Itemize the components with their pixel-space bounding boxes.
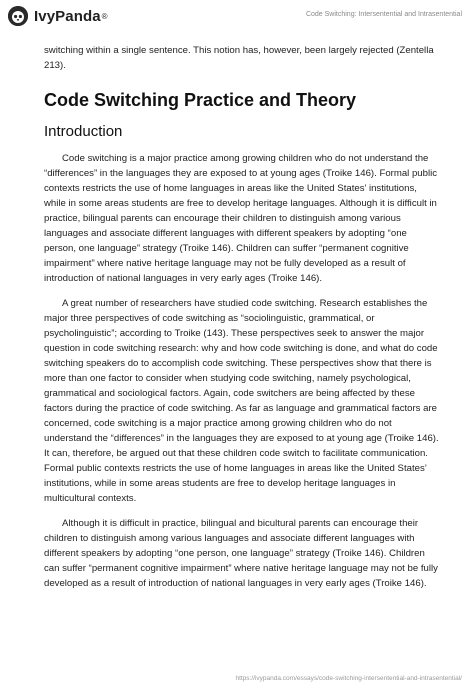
- panda-icon: [8, 6, 28, 26]
- source-url[interactable]: https://ivypanda.com/essays/code-switching-intersentential-and-intrasentential/: [235, 675, 462, 682]
- logo-text: IvyPanda: [34, 7, 101, 25]
- subsection-heading: Introduction: [44, 123, 123, 140]
- section-heading: Code Switching Practice and Theory: [44, 90, 357, 110]
- paragraph-3: Although it is difficult in practice, bilingual and bicultural parents can encourage their children to distinguish among various languages and associate different languages with different speakers by adopting “one person, one language” strategy (Troike 146). Children can suffer “permanent cognitive impairment” where native heritage language may not be fully developed as a result of introduction of national languages in very early ages (Troike 146).: [44, 518, 438, 589]
- logo-registered-mark: ®: [101, 11, 108, 21]
- lead-paragraph: switching within a single sentence. This notion has, however, been largely rejected (Zentella 213).: [44, 45, 434, 71]
- essay-content: [44, 43, 440, 591]
- ivypanda-logo[interactable]: [8, 6, 108, 26]
- document-title: Code Switching: Intersentential and Intrasentential: [305, 11, 462, 18]
- paragraph-1: Code switching is a major practice among growing children who do not understand the “differences” in the languages they are exposed to at young ages (Troike 146). Formal public contexts restricts the use of home languages in areas like the United States’ institutions, while in some areas students are free to develop heritage languages. Although it is difficult in practice, bilingual parents can encourage their children to distinguish among various languages and associate different languages with different speakers by adopting “one person, one language” strategy (Troike 146). Children can suffer “permanent cognitive impairment” where native heritage language may not be fully developed as a result of introduction of national languages in very early ages (Troike 146).: [44, 153, 438, 284]
- paragraph-2: A great number of researchers have studied code switching. Research establishes the major three perspectives of code switching as “sociolinguistic, grammatical, or psycholinguistic”; according to Troike (143). These perspectives seek to answer the major question in code switching research: why and how code switching is done, and what do code switching speakers do to accomplish code switching. These perspectives show that there is more than one factor to consider when studying code switching, namely psychological, grammatical and sociological factors. Again, code switchers are being affected by these factors during the practice of code switching. As far as language and grammatical factors are concerned, code switching is a major practice among growing children who do not understand the “differences” in the languages they are exposed to at young age (Troike 146). It can, therefore, be argued out that these children code switch to facilitate communication. Formal public contexts restricts the use of home languages in areas like the United States’ institutions, while in some areas students are free to develop heritage languages in multicultural contexts.: [44, 298, 439, 504]
- page-header: [0, 0, 474, 34]
